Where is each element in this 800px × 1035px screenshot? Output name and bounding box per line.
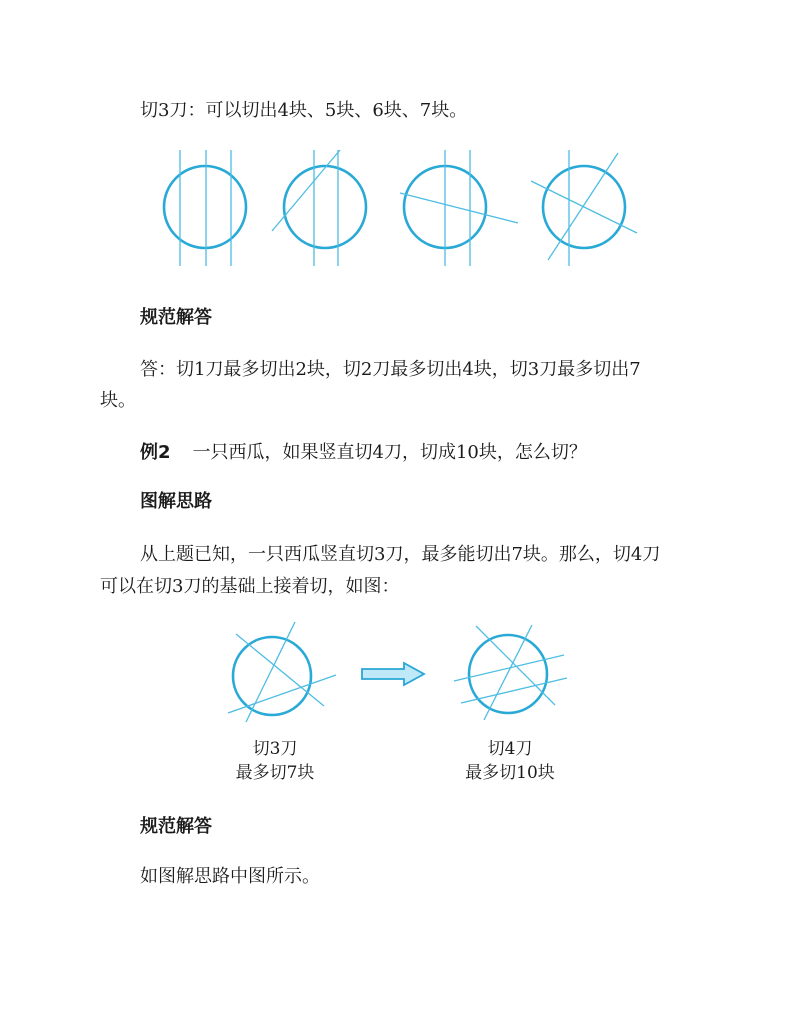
- section2-heading: 图解思路: [140, 491, 212, 512]
- final-answer: 如图解思路中图所示。: [140, 866, 320, 887]
- caption-left-title: 切3刀: [252, 739, 298, 759]
- section1-heading: 规范解答: [140, 307, 212, 328]
- circle-four-cuts: [454, 625, 567, 720]
- example2-question: 一只西瓜，如果竖直切4刀，切成10块，怎么切？: [192, 442, 587, 463]
- caption-right-result: 最多切10块: [465, 763, 555, 783]
- caption-left: [195, 737, 355, 785]
- intro-text: 切3刀：可以切出4块、5块、6块、7块。: [140, 100, 468, 121]
- answer1-line2: 块。: [100, 390, 136, 411]
- arrow-right-icon: [362, 663, 424, 685]
- caption-right: [430, 737, 590, 785]
- explain-line1: 从上题已知，一只西瓜竖直切3刀，最多能切出7块。那么，切4刀: [140, 544, 661, 565]
- example2-label: 例2: [140, 442, 171, 463]
- caption-right-title: 切4刀: [487, 739, 533, 759]
- answer1-line1: 答：切1刀最多切出2块，切2刀最多切出4块，切3刀最多切出7: [140, 359, 641, 380]
- explain-line2: 可以在切3刀的基础上接着切，如图：: [100, 576, 400, 597]
- circle-three-cuts: [228, 622, 336, 722]
- section3-heading: 规范解答: [140, 816, 212, 837]
- caption-left-result: 最多切7块: [235, 763, 315, 783]
